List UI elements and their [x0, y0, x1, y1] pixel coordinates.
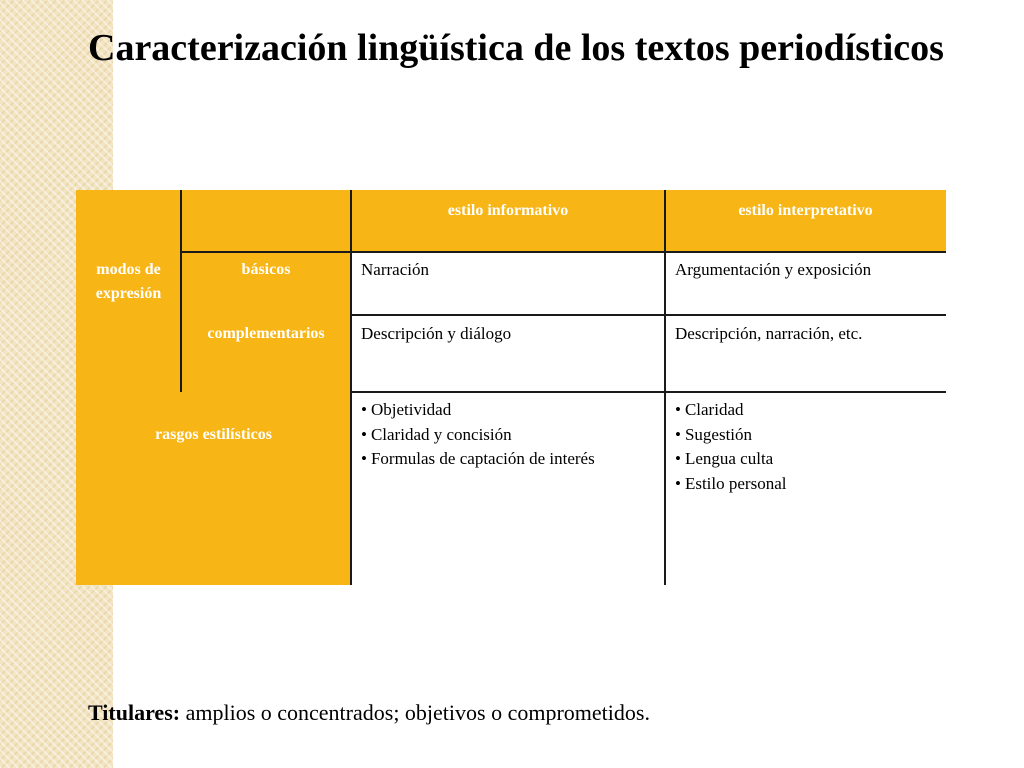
cell-rasgos-interpretativo	[665, 392, 946, 585]
list-item-text: Sugestión	[684, 424, 753, 444]
cell-rasgos-informativo	[351, 392, 665, 585]
bullet-icon: •	[675, 473, 681, 493]
list-item-text: Formulas de captación de interés	[370, 449, 595, 468]
table-divider	[180, 190, 182, 392]
rasgos-informativo-list	[361, 398, 665, 472]
row-label-basicos: básicos	[181, 252, 351, 315]
table-divider	[350, 190, 352, 585]
row-label-modos-de-expresion: modos de expresión	[76, 252, 181, 392]
list-item-text: Claridad y concisión	[370, 424, 512, 444]
titulares-note	[88, 697, 650, 729]
cell-complementarios-interpretativo: Descripción, narración, etc.	[665, 315, 946, 392]
header-empty-cell-2	[181, 190, 351, 252]
titulares-text: amplios o concentrados; objetivos o comprometidos.	[185, 700, 650, 725]
cell-basicos-informativo: Narración	[351, 252, 665, 315]
row-label-complementarios: complementarios	[181, 315, 351, 392]
cell-complementarios-informativo: Descripción y diálogo	[351, 315, 665, 392]
table-divider	[351, 391, 946, 393]
list-item-text: Claridad	[684, 400, 744, 419]
rasgos-interpretativo-list	[675, 398, 946, 496]
style-comparison-table	[76, 190, 946, 585]
list-item	[675, 398, 946, 423]
bullet-icon: •	[361, 400, 367, 419]
list-item	[675, 423, 946, 448]
list-item-text: Objetividad	[370, 400, 452, 419]
list-item-text: Lengua culta	[684, 449, 774, 468]
list-item-text: Estilo personal	[684, 473, 787, 493]
table-divider	[664, 190, 666, 585]
bullet-icon: •	[675, 400, 681, 419]
titulares-label: Titulares:	[88, 700, 181, 725]
header-estilo-informativo: estilo informativo	[351, 190, 665, 252]
bullet-icon: •	[675, 424, 681, 444]
list-item	[675, 472, 946, 497]
row-label-rasgos-estilisticos: rasgos estilísticos	[76, 392, 351, 585]
table-divider	[181, 251, 946, 253]
bullet-icon: •	[361, 424, 367, 444]
header-empty-cell-1	[76, 190, 181, 252]
list-item	[361, 398, 665, 423]
cell-basicos-interpretativo: Argumentación y exposición	[665, 252, 946, 315]
bullet-icon: •	[675, 449, 681, 468]
list-item	[675, 447, 946, 472]
slide-title: Caracterización lingüística de los textos periodísticos	[88, 27, 944, 69]
bullet-icon: •	[361, 449, 367, 468]
list-item	[361, 447, 665, 472]
header-estilo-interpretativo: estilo interpretativo	[665, 190, 946, 252]
table-divider	[351, 314, 946, 316]
list-item	[361, 423, 665, 448]
